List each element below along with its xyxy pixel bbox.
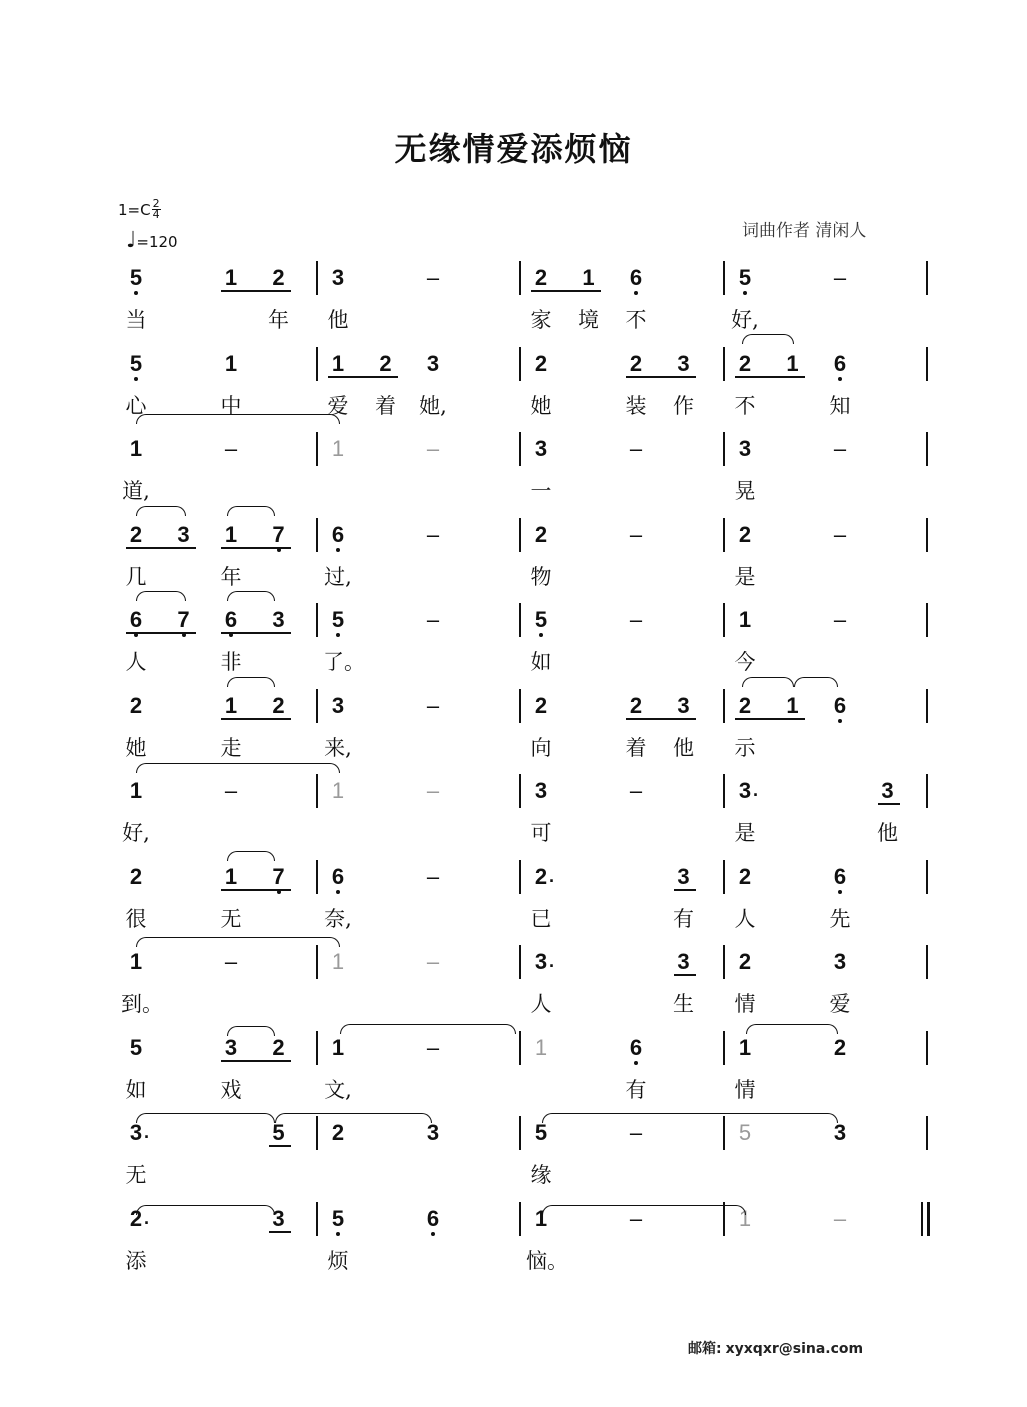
bar-line	[926, 1116, 928, 1150]
bar-line	[316, 261, 318, 295]
lyric: 是	[734, 821, 756, 845]
lyric: 如	[125, 1077, 147, 1102]
note: –	[629, 778, 643, 803]
note: 1	[534, 1034, 548, 1060]
eighth-beam	[735, 718, 805, 720]
slur	[746, 1024, 838, 1034]
bar-line	[926, 518, 928, 552]
bar-line	[519, 1031, 521, 1065]
lower-octave-dot	[431, 1232, 435, 1236]
note: 6	[626, 1036, 646, 1060]
note: 1	[331, 1034, 345, 1060]
lyric: 走	[220, 735, 242, 760]
note: 3	[272, 607, 285, 632]
lyric: 可	[530, 821, 552, 845]
note: 1	[129, 778, 143, 803]
lyric: 年	[220, 564, 242, 589]
bar-line	[926, 945, 928, 979]
note: –	[426, 436, 440, 461]
note: 3	[833, 1120, 847, 1145]
augmentation-dot: ·	[144, 1127, 150, 1147]
lyric: 今	[734, 650, 756, 674]
key-prefix: 1=C	[118, 200, 151, 219]
bar-line	[926, 689, 928, 723]
lyric: 几	[125, 564, 147, 589]
eighth-beam	[126, 547, 196, 549]
note: 2	[738, 863, 752, 889]
note: 2	[534, 265, 548, 290]
eighth-beam	[626, 376, 696, 378]
note: 6	[328, 865, 348, 889]
email-address: xyxqxr@sina.com	[725, 1341, 864, 1357]
note: 5	[531, 608, 551, 632]
note: 2	[272, 692, 285, 718]
slur	[136, 506, 186, 516]
note: 7	[269, 865, 289, 889]
lyric: 年	[268, 308, 289, 332]
lyric: 他	[327, 308, 349, 332]
slur	[340, 1024, 516, 1034]
lyric: 添	[125, 1248, 147, 1273]
lyric: 着	[625, 735, 647, 760]
bar-line	[723, 518, 725, 552]
note: 1	[224, 265, 238, 290]
note: –	[224, 436, 238, 461]
lyric: 先	[829, 906, 851, 931]
eighth-beam	[126, 632, 196, 634]
time-numerator: 2	[152, 197, 160, 210]
note: 1	[786, 692, 799, 718]
lower-octave-dot	[743, 291, 747, 295]
eighth-beam	[221, 889, 291, 891]
lyric: 着	[375, 393, 396, 418]
lyric: 好,	[122, 821, 150, 845]
lyric: 如	[530, 650, 552, 674]
bar-line	[519, 774, 521, 808]
bar-line	[723, 1031, 725, 1065]
bar-line	[926, 1031, 928, 1065]
slur	[227, 851, 275, 861]
note: –	[426, 778, 440, 803]
note: 1	[582, 265, 595, 290]
note: 2	[129, 521, 143, 547]
note: 5	[126, 266, 146, 290]
bar-line	[316, 860, 318, 894]
note: 3 ·	[129, 1120, 150, 1147]
note: 1	[224, 692, 238, 718]
lower-octave-dot	[634, 291, 638, 295]
lower-octave-dot	[134, 291, 138, 295]
lyric: 她	[125, 735, 147, 760]
lyric: 他	[877, 821, 898, 845]
lower-octave-dot	[838, 719, 842, 723]
lyric: 戏	[220, 1077, 242, 1102]
bar-line	[926, 347, 928, 381]
note: 2	[379, 350, 392, 376]
note: 2 ·	[534, 863, 555, 891]
lyric: 文,	[324, 1077, 352, 1102]
lyric: 很	[125, 906, 147, 931]
lyric: 晃	[734, 479, 756, 503]
eighth-beam	[221, 718, 291, 720]
note: –	[629, 607, 643, 632]
note: 2	[272, 1034, 285, 1060]
note: 5	[126, 352, 146, 376]
bar-line	[519, 347, 521, 381]
note: 2	[534, 692, 548, 718]
lyric: 装	[625, 393, 647, 418]
slur	[542, 1113, 838, 1123]
note: 6	[830, 352, 850, 376]
note: 3	[224, 1034, 238, 1060]
slur	[794, 677, 838, 687]
note: 3 ·	[534, 949, 555, 976]
slur	[136, 937, 340, 947]
final-bar-line	[927, 1202, 930, 1236]
eighth-beam	[626, 718, 696, 720]
email-label: 邮箱:	[688, 1341, 722, 1357]
lyric: 奈,	[324, 906, 352, 931]
eighth-beam	[878, 803, 900, 805]
note: 2	[331, 1120, 345, 1145]
note: 2	[129, 863, 143, 889]
bar-line	[316, 432, 318, 466]
note: 3	[534, 436, 548, 461]
lyric: 她	[530, 393, 552, 418]
lyric: 示	[734, 735, 756, 760]
note: –	[833, 1205, 847, 1231]
note: 2	[738, 521, 752, 547]
lyric: 情	[734, 992, 756, 1016]
slur	[542, 1205, 746, 1215]
bar-line	[316, 1202, 318, 1236]
note: 3	[738, 436, 752, 461]
lyric: 人	[734, 906, 756, 931]
note: 3 ·	[738, 778, 759, 805]
bar-line	[519, 1202, 521, 1236]
note: 2	[629, 692, 643, 718]
eighth-beam	[269, 1231, 291, 1233]
note: 5	[129, 1034, 143, 1060]
note: –	[426, 692, 440, 718]
lower-octave-dot	[336, 633, 340, 637]
note: –	[833, 436, 847, 461]
note: 2 ·	[129, 1205, 150, 1233]
note: 1	[534, 1205, 548, 1231]
lyric: 他	[673, 735, 694, 760]
eighth-beam	[328, 376, 398, 378]
note: 5	[738, 1120, 752, 1145]
note: 3	[426, 1120, 440, 1145]
lyric: 无	[125, 1163, 147, 1187]
bar-line	[519, 945, 521, 979]
note: –	[833, 265, 847, 290]
bar-line	[519, 860, 521, 894]
augmentation-dot: ·	[753, 785, 759, 805]
lyric: 不	[625, 308, 647, 332]
eighth-beam	[531, 290, 601, 292]
lyric: 好,	[731, 308, 759, 332]
lyric: 道,	[122, 479, 150, 503]
note: 3	[534, 778, 548, 803]
bar-line	[316, 689, 318, 723]
lyric: 不	[734, 393, 756, 418]
bar-line	[723, 432, 725, 466]
note: 2	[738, 692, 752, 718]
lower-octave-dot	[134, 377, 138, 381]
lyric: 人	[125, 650, 147, 674]
bar-line	[519, 518, 521, 552]
lyric: 心	[125, 393, 147, 418]
augmentation-dot: ·	[549, 870, 555, 891]
lyric: 了。	[323, 650, 365, 674]
note: –	[224, 778, 238, 803]
note: 2	[833, 1034, 847, 1060]
bar-line	[316, 347, 318, 381]
footer-contact	[688, 1338, 867, 1358]
note: 5	[328, 608, 348, 632]
note: 1	[738, 1205, 752, 1231]
note: 1	[786, 350, 799, 376]
slur	[227, 591, 275, 601]
bar-line	[723, 774, 725, 808]
bar-line	[723, 261, 725, 295]
bar-line	[926, 774, 928, 808]
bar-line	[316, 945, 318, 979]
slur	[136, 591, 186, 601]
lyric: 境	[578, 308, 599, 332]
bar-line	[316, 518, 318, 552]
note: 1	[129, 949, 143, 974]
time-denominator: 4	[152, 208, 160, 221]
bar-line	[519, 603, 521, 637]
note: –	[426, 265, 440, 290]
quarter-note-icon: ♩	[126, 228, 137, 253]
note: 5	[534, 1120, 548, 1145]
slur	[275, 1113, 432, 1123]
note: 1	[331, 350, 345, 376]
note: 3	[677, 350, 690, 376]
lyric: 已	[530, 906, 552, 931]
lower-octave-dot	[838, 377, 842, 381]
note: 3	[426, 350, 440, 376]
eighth-beam	[674, 889, 696, 891]
lower-octave-dot	[634, 1061, 638, 1065]
lyric: 缘	[530, 1163, 552, 1187]
bar-line	[519, 432, 521, 466]
augmentation-dot: ·	[144, 1212, 150, 1233]
note: 3	[331, 692, 345, 718]
lyric: 爱	[829, 992, 851, 1016]
note: 5	[735, 266, 755, 290]
eighth-beam	[221, 632, 291, 634]
note: 3	[272, 1205, 285, 1231]
note: 1	[224, 863, 238, 889]
note: 6	[221, 608, 241, 632]
note: 3	[677, 949, 690, 974]
note: 3	[833, 949, 847, 974]
tempo-value: =120	[136, 233, 178, 251]
bar-line	[926, 261, 928, 295]
lyric: 有	[625, 1077, 647, 1102]
note: 1	[738, 607, 752, 632]
lyric: 生	[673, 992, 694, 1016]
eighth-beam	[735, 376, 805, 378]
note: 3	[881, 778, 894, 803]
bar-line	[921, 1202, 923, 1236]
note: –	[426, 863, 440, 889]
note: 2	[738, 949, 752, 974]
lower-octave-dot	[336, 548, 340, 552]
bar-line	[519, 261, 521, 295]
bar-line	[723, 603, 725, 637]
note: 1	[331, 949, 345, 974]
lyric: 恼。	[526, 1248, 568, 1273]
bar-line	[316, 1031, 318, 1065]
slur	[136, 1113, 275, 1123]
lyric: 作	[673, 393, 694, 418]
bar-line	[926, 860, 928, 894]
bar-line	[519, 1116, 521, 1150]
bar-line	[723, 347, 725, 381]
eighth-beam	[221, 290, 291, 292]
note: 2	[534, 350, 548, 376]
slur	[136, 763, 340, 773]
note: 3	[677, 863, 690, 889]
composer-credit: 词曲作者 清闲人	[742, 221, 867, 241]
note: –	[629, 1205, 643, 1231]
note: 2	[272, 265, 285, 290]
note: –	[426, 949, 440, 974]
bar-line	[316, 774, 318, 808]
note: 2	[129, 692, 143, 718]
lyric: 到。	[121, 992, 163, 1016]
lyric: 爱	[327, 393, 349, 418]
note: –	[629, 521, 643, 547]
slur	[227, 677, 275, 687]
note: 6	[126, 608, 146, 632]
bar-line	[723, 689, 725, 723]
lyric: 无	[220, 906, 242, 931]
lyric: 中	[220, 393, 242, 418]
note: 3	[677, 692, 690, 718]
note: 2	[534, 521, 548, 547]
lyric: 家	[530, 308, 552, 332]
note: 2	[738, 350, 752, 376]
note: –	[833, 607, 847, 632]
lyric: 情	[734, 1077, 756, 1102]
note: 3	[177, 521, 190, 547]
lyric: 有	[673, 906, 694, 931]
slur	[227, 506, 275, 516]
note: 1	[224, 350, 238, 376]
note: 5	[328, 1207, 348, 1231]
note: 2	[629, 350, 643, 376]
slur	[742, 677, 794, 687]
note: –	[833, 521, 847, 547]
slur	[136, 1205, 275, 1215]
bar-line	[723, 860, 725, 894]
note: 5	[272, 1120, 285, 1145]
song-title: 无缘情爱添烦恼	[394, 130, 633, 168]
note: 7	[269, 523, 289, 547]
note: 1	[129, 436, 143, 461]
lower-octave-dot	[336, 1232, 340, 1236]
eighth-beam	[674, 974, 696, 976]
lyric: 是	[734, 564, 756, 589]
lower-octave-dot	[838, 890, 842, 894]
lyric: 知	[829, 393, 851, 418]
lyric: 物	[530, 564, 552, 589]
slur	[227, 1026, 275, 1036]
note: –	[224, 949, 238, 974]
note: 1	[331, 436, 345, 461]
lyric: 她,	[419, 393, 447, 418]
bar-line	[926, 603, 928, 637]
lyric: 过,	[324, 564, 352, 589]
note: 1	[224, 521, 238, 547]
lyric: 一	[530, 479, 552, 503]
lyric: 来,	[324, 735, 352, 760]
lyric: 烦	[327, 1248, 349, 1273]
slur	[742, 334, 794, 344]
bar-line	[519, 689, 521, 723]
note: –	[629, 1120, 643, 1145]
lyric: 人	[530, 992, 552, 1016]
lyric: 向	[530, 735, 552, 760]
note: 6	[626, 266, 646, 290]
note: 6	[830, 694, 850, 718]
lower-octave-dot	[539, 633, 543, 637]
note: 6	[830, 865, 850, 889]
note: 7	[174, 608, 194, 632]
note: –	[426, 521, 440, 547]
augmentation-dot: ·	[549, 956, 555, 976]
note: –	[629, 436, 643, 461]
bar-line	[926, 432, 928, 466]
bar-line	[316, 603, 318, 637]
slur	[136, 414, 340, 424]
note: –	[426, 607, 440, 632]
note: –	[426, 1034, 440, 1060]
eighth-beam	[221, 1060, 291, 1062]
note: 1	[738, 1034, 752, 1060]
bar-line	[723, 945, 725, 979]
note: 6	[423, 1207, 443, 1231]
lyric: 当	[125, 308, 147, 332]
note: 1	[331, 778, 345, 803]
lower-octave-dot	[336, 890, 340, 894]
lyric: 非	[220, 650, 242, 674]
eighth-beam	[221, 547, 291, 549]
eighth-beam	[269, 1145, 291, 1147]
note: 3	[331, 265, 345, 290]
note: 6	[328, 523, 348, 547]
